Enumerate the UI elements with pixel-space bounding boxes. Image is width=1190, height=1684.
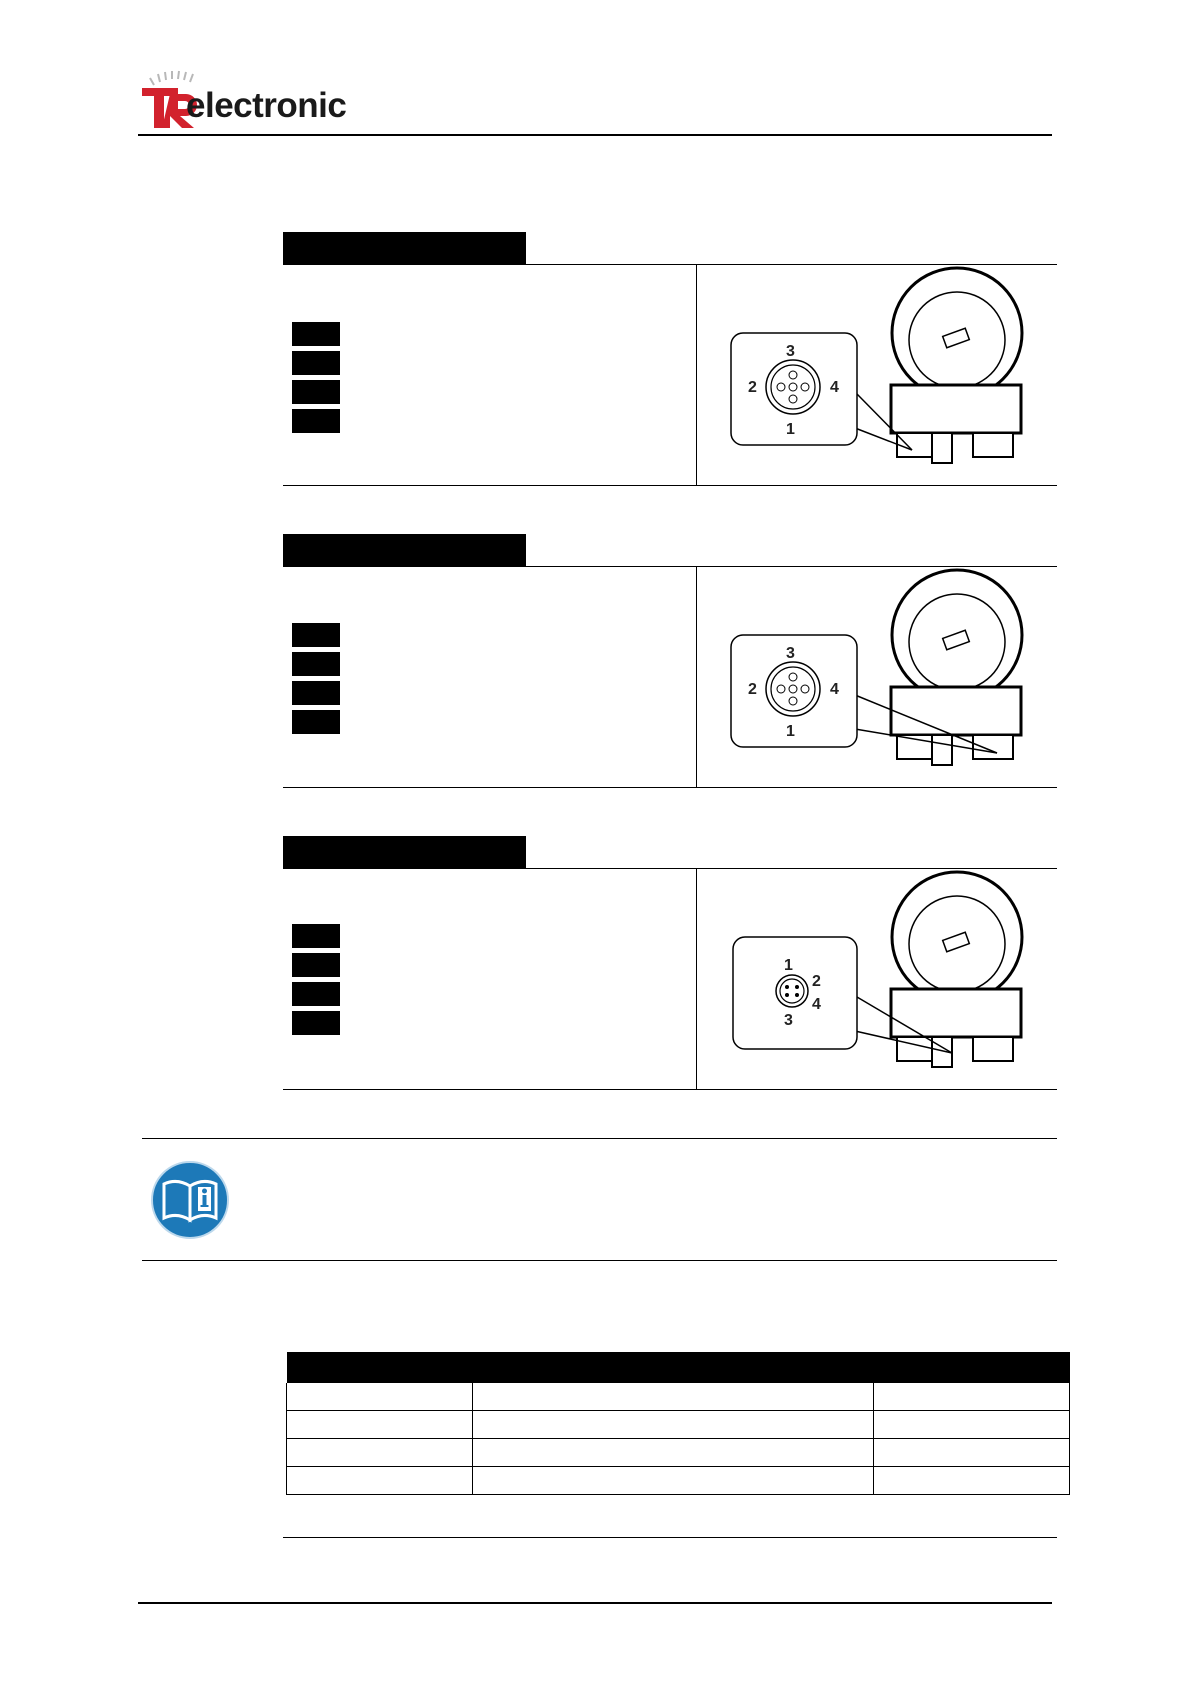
pin-number-right: 4 (830, 681, 839, 698)
pin-label (292, 652, 340, 676)
pin-label (292, 623, 340, 647)
header-rule (138, 134, 1052, 136)
pin-label (292, 380, 340, 404)
pin-label (292, 924, 340, 948)
section-title-1 (283, 232, 526, 264)
footer-rule (138, 1602, 1052, 1604)
pin-number-left: 2 (748, 379, 757, 396)
manual-info-icon (150, 1160, 230, 1240)
encoder-figure-3 (697, 869, 1057, 1089)
pin-label (292, 1011, 340, 1035)
table-cell (874, 1467, 1070, 1495)
table-cell (874, 1411, 1070, 1439)
logo-text: electronic (186, 86, 347, 125)
table-cell (287, 1411, 473, 1439)
table-cell (472, 1439, 873, 1467)
section-rule-bottom-2 (283, 787, 1057, 788)
pin-number-right-bottom: 4 (812, 996, 821, 1013)
pin-label (292, 322, 340, 346)
pin-number-top: 1 (784, 957, 793, 974)
encoder-drawing (697, 567, 1057, 787)
pin-number-bottom: 3 (784, 1012, 793, 1029)
table-header-row (287, 1352, 1070, 1383)
table-cell (472, 1411, 873, 1439)
pin-number-top: 3 (786, 343, 795, 360)
pin-number-right-top: 2 (812, 973, 821, 990)
section-title-3 (283, 836, 526, 868)
pin-label (292, 681, 340, 705)
encoder-figure-2 (697, 567, 1057, 787)
pin-number-bottom: 1 (786, 421, 795, 438)
encoder-drawing (697, 869, 1057, 1089)
table-header-cell (472, 1352, 873, 1383)
pin-label (292, 953, 340, 977)
encoder-figure-1 (697, 265, 1057, 485)
table-row (287, 1411, 1070, 1439)
note-rule-bottom (142, 1260, 1057, 1261)
pin-assignment-table (286, 1352, 1070, 1495)
table-cell (287, 1467, 473, 1495)
pin-label (292, 710, 340, 734)
pin-label (292, 982, 340, 1006)
pin-label (292, 409, 340, 433)
encoder-drawing (697, 265, 1057, 485)
table-cell (472, 1467, 873, 1495)
table-cell (287, 1439, 473, 1467)
table-row (287, 1439, 1070, 1467)
table-cell (472, 1383, 873, 1411)
pin-number-bottom: 1 (786, 723, 795, 740)
section-rule-bottom-1 (283, 485, 1057, 486)
table-row (287, 1467, 1070, 1495)
table-header-cell (287, 1352, 473, 1383)
table-row (287, 1383, 1070, 1411)
table-cell (287, 1383, 473, 1411)
table-header-cell (874, 1352, 1070, 1383)
table-footer-rule (283, 1537, 1057, 1538)
pin-number-right: 4 (830, 379, 839, 396)
note-rule-top (142, 1138, 1057, 1139)
section-title-2 (283, 534, 526, 566)
pin-number-left: 2 (748, 681, 757, 698)
section-rule-bottom-3 (283, 1089, 1057, 1090)
pin-number-top: 3 (786, 645, 795, 662)
table-cell (874, 1439, 1070, 1467)
table-cell (874, 1383, 1070, 1411)
pin-label (292, 351, 340, 375)
